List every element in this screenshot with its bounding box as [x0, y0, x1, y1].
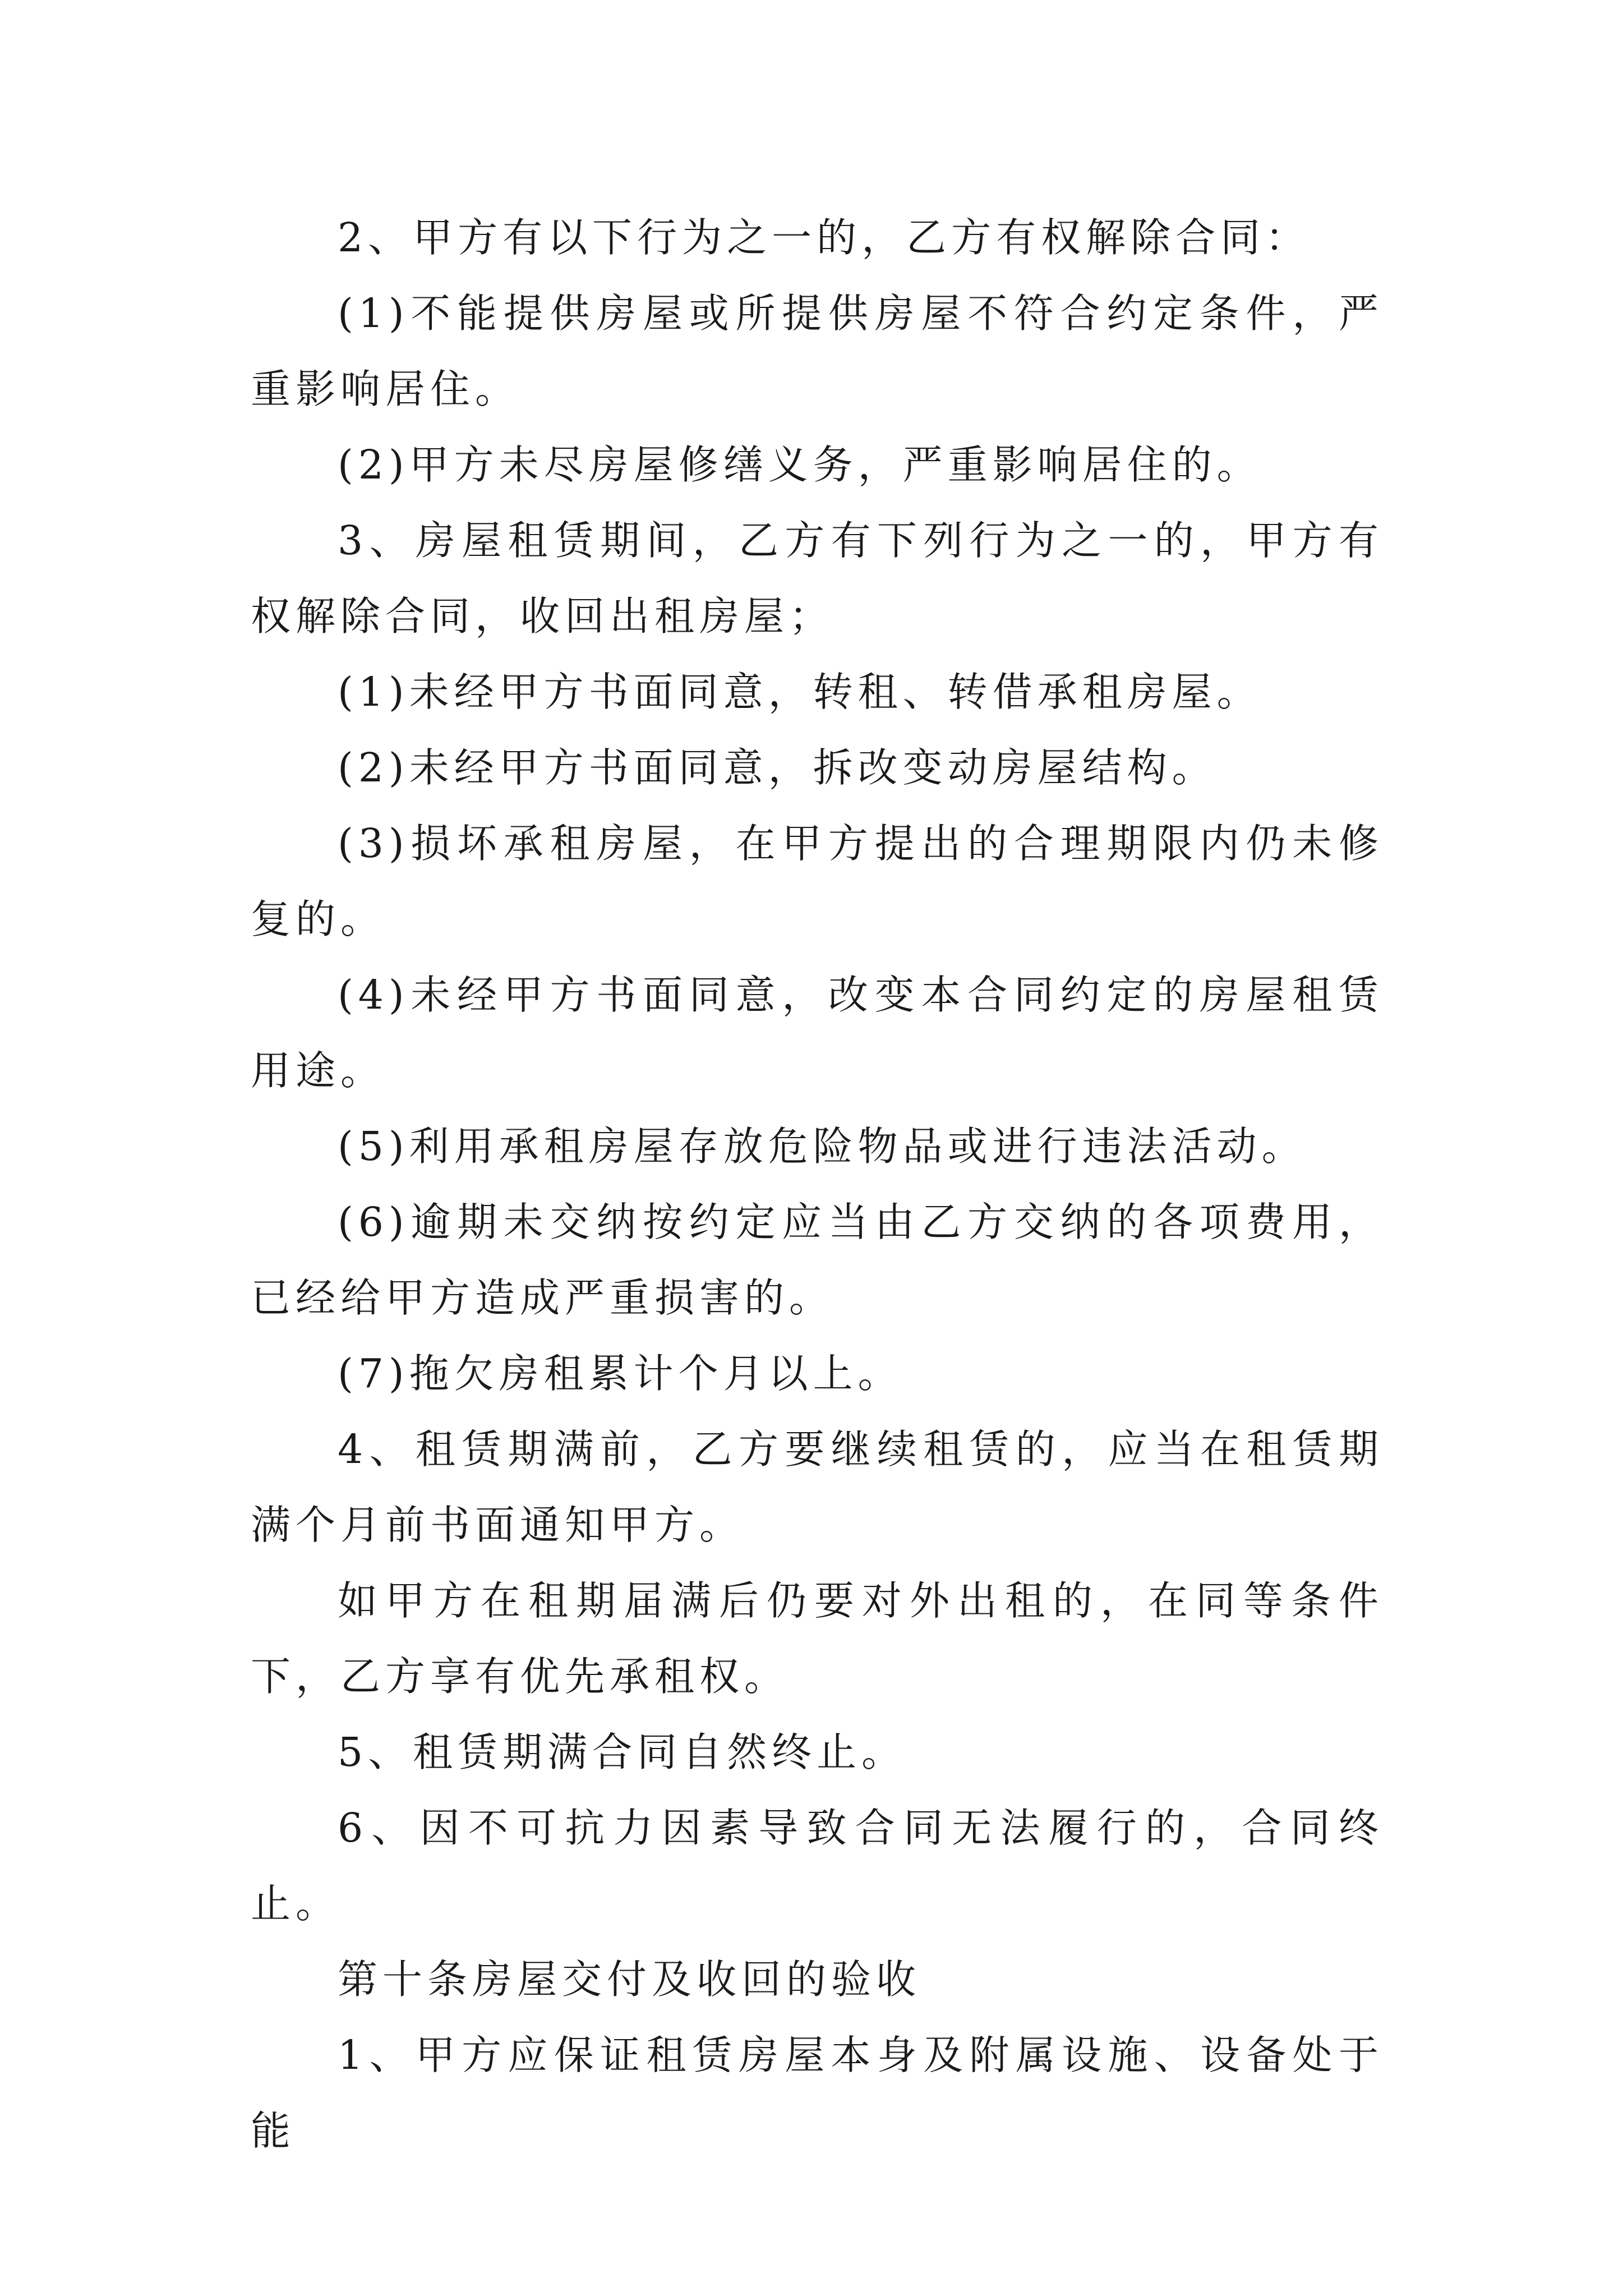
paragraph-clause-3: 3、房屋租赁期间，乙方有下列行为之一的，甲方有权解除合同，收回出租房屋；: [251, 517, 1384, 639]
section-heading-article-10: 第十条房屋交付及收回的验收: [338, 1956, 921, 2003]
paragraph-clause-3-item-5: (5)利用承租房屋存放危险物品或进行违法活动。: [338, 1123, 1307, 1170]
paragraph-clause-5: 5、租赁期满合同自然终止。: [338, 1729, 907, 1775]
contract-body: [251, 200, 1384, 2169]
paragraph-clause-3-item-6: (6)逾期未交纳按约定应当由乙方交纳的各项费用，已经给甲方造成严重损害的。: [251, 1199, 1384, 1321]
paragraph-clause-3-item-2: (2)未经甲方书面同意，拆改变动房屋结构。: [338, 744, 1217, 791]
paragraph-clause-6: 6、因不可抗力因素导致合同无法履行的，合同终止。: [251, 1805, 1384, 1927]
paragraph-clause-3-item-7: (7)拖欠房租累计个月以上。: [338, 1350, 903, 1397]
paragraph-clause-3-item-4: (4)未经甲方书面同意，改变本合同约定的房屋租赁用途。: [251, 972, 1384, 1094]
paragraph-clause-4: 4、租赁期满前，乙方要继续租赁的，应当在租赁期满个月前书面通知甲方。: [251, 1426, 1384, 1548]
paragraph-clause-2: 2、甲方有以下行为之一的，乙方有权解除合同：: [338, 214, 1311, 261]
paragraph-clause-3-item-3: (3)损坏承租房屋，在甲方提出的合理期限内仍未修复的。: [251, 820, 1384, 942]
paragraph-clause-3-item-1: (1)未经甲方书面同意，转租、转借承租房屋。: [338, 669, 1262, 715]
paragraph-clause-2-item-1: (1)不能提供房屋或所提供房屋不符合约定条件，严重影响居住。: [251, 290, 1384, 412]
paragraph-article-10-clause-1: 1、甲方应保证租赁房屋本身及附属设施、设备处于能: [251, 2032, 1384, 2154]
paragraph-clause-2-item-2: (2)甲方未尽房屋修缮义务，严重影响居住的。: [338, 441, 1262, 488]
paragraph-clause-4-priority: 如甲方在租期届满后仍要对外出租的，在同等条件下，乙方享有优先承租权。: [251, 1577, 1384, 1700]
